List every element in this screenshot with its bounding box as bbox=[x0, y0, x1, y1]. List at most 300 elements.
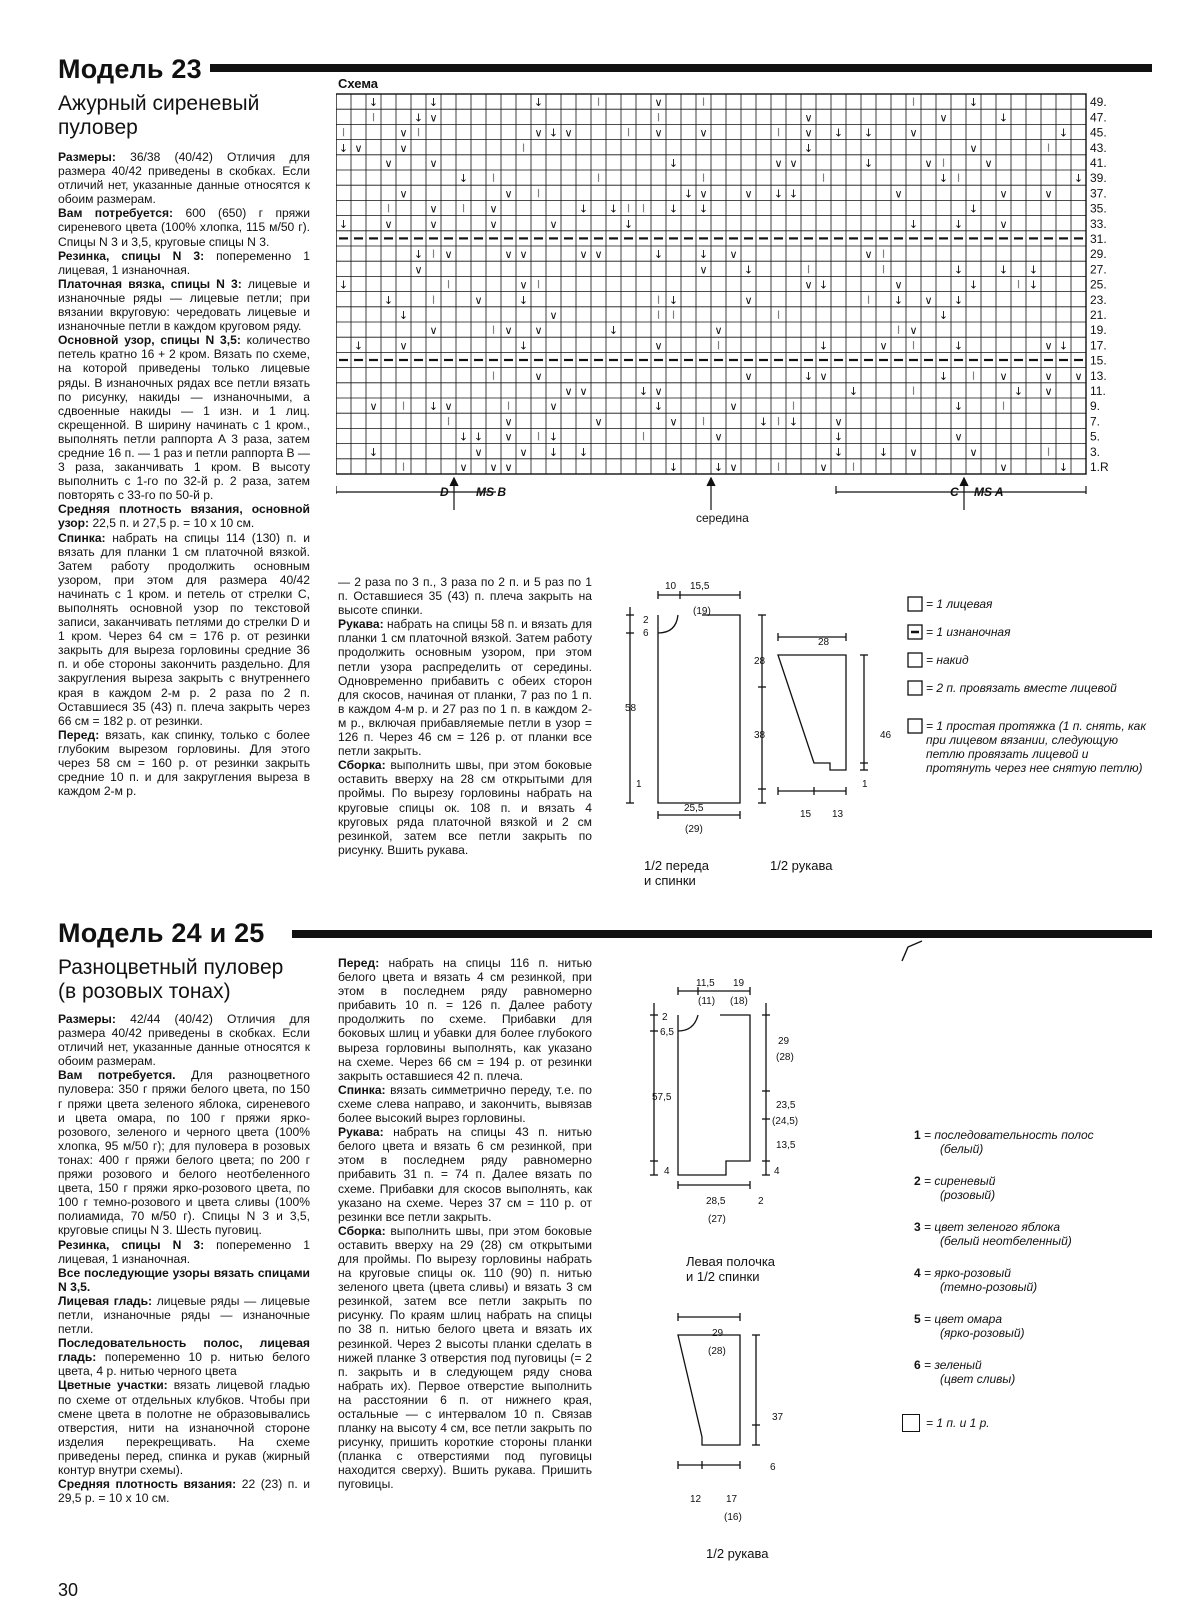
m23-col1-paragraph: Перед: вязать, как спинку, только с более глубоким вырезом горловины. Для этого через 58 см = 160 р. от резинки закрыть средние 10 п. и для закругления выреза в каждом 2-м р. bbox=[58, 727, 310, 799]
m23-col2-paragraph: Рукава: набрать на спицы 58 п. и вязать для планки 1 см платочной вязкой. Затем работу продолжить основным узором, при этом петли узора распределить от середины. Одновременно прибавить с обеих сторон для скосов, начиная от планки, 7 раз по 1 п. в каждом 4-м р. и 27 раз по 1 п. в каждом 2-м р., включая прибавляемые петли в узор = 126 п. Через 46 см = 126 р. от планки все петли закрыть. bbox=[338, 617, 592, 759]
chart-row-label: 21. bbox=[1090, 308, 1107, 322]
m23-sleeve-w15: 15 bbox=[800, 809, 812, 820]
chart-stitch-symbol: ↓ bbox=[548, 430, 559, 444]
chart-stitch-symbol: ↓ bbox=[578, 445, 589, 459]
chart-row-label: 45. bbox=[1090, 125, 1107, 140]
m24-col1-paragraph: Резинка, спицы N 3: попеременно 1 лицевая, 1 изнаночная. bbox=[58, 1237, 310, 1266]
chart-stitch-symbol: ↓ bbox=[428, 96, 439, 110]
color-alt-name: (ярко-розовый) bbox=[940, 1326, 1025, 1340]
chart-stitch-symbol: ↓ bbox=[338, 217, 349, 231]
m24-front-h4a: 4 bbox=[664, 1166, 670, 1177]
chart-arrow-c-label: C bbox=[950, 485, 959, 499]
chart-stitch-symbol: ⦚ bbox=[867, 293, 870, 307]
chart-stitch-symbol: ⦚ bbox=[432, 293, 435, 307]
model24-subtitle-line1: Разноцветный пуловер bbox=[58, 956, 284, 979]
chart-stitch-symbol: ∨ bbox=[579, 385, 588, 398]
m23-sleeve-caption: 1/2 рукава bbox=[770, 858, 833, 873]
chart-stitch-symbol: ∨ bbox=[1044, 385, 1053, 398]
chart-stitch-symbol: ⦚ bbox=[882, 248, 885, 262]
chart-stitch-symbol: ∨ bbox=[1074, 369, 1083, 383]
chart-row-label: 1.R bbox=[1090, 460, 1109, 474]
m24-col1-paragraph: Последовательность полос, лицевая гладь: попеременно 10 р. нитью белого цвета, 4 р. нитью черного цвета bbox=[58, 1336, 310, 1379]
m23-front-caption bbox=[644, 858, 709, 888]
chart-stitch-symbol: ⦚ bbox=[342, 126, 345, 140]
m24-col1-paragraph: Лицевая гладь: лицевые ряды — лицевые петли, изнаночные ряды — изнаночные петли. bbox=[58, 1293, 310, 1337]
m24-col2-paragraph: Сборка: выполнить швы, при этом боковые оставить вверху на 29 (28) см открытыми для проймы. По вырезу горловины набрать на круговые спицы ок. 110 (90) п. нитью зеленого цвета (цвета сливы) и вязать 3 см резинкой, затем все петли закрыть по рисунку. По краям шлиц набрать на спицы по 38 п. нитью белого цвета и вязать их резинкой. Через 2 высоты планки сделать в нижей планке 3 отверстия под пуговицы (= 2 п. закрыть и в следующем ряду снова набрать их). Первое отверстие выполнить на расстоянии 6 п. от нижнего края, остальные — с интервалом 10 п. Связав планку на высоту 4 см, все петли закрыть по рисунку, пришить короткие стороны планки (планка с отверстиями под пуговицы находится сверху). Вшить рукава. Пришить пуговицы. bbox=[338, 1223, 592, 1492]
m23-col2-heading: Рукава: bbox=[338, 617, 384, 632]
m24-col1-paragraph: Вам потребуется. Для разноцветного пуловера: 350 г пряжи белого цвета, по 150 г пряжи цвета зеленого яблока, сиреневого и цвета омара, по 100 г пряжи ярко-розового, зеленого и черного цвета (100% хлопка, 95 м/50 г); для пуловера в розовых тонах: 400 г пряжи белого цвета; по 200 г пряжи розового и белого неотбеленного цвета, 150 г пряжи ярко-розового цвета, по 100 г темно-розового и цвета сливы (100% полиамида, 70 м/50 г). Спицы N 3 и 3,5, круговые спицы N 3. Шесть пуговиц. bbox=[58, 1068, 310, 1238]
color-alt-name: (белый неотбеленный) bbox=[940, 1234, 1072, 1248]
chart-stitch-symbol: ⦚ bbox=[447, 415, 450, 429]
m24-front-h29: 29 bbox=[778, 1036, 790, 1047]
chart-stitch-symbol: ↓ bbox=[548, 126, 559, 140]
chart-middle-label: середина bbox=[696, 511, 749, 525]
m24-sleeve-caption: 1/2 рукава bbox=[706, 1546, 769, 1561]
color-name: = последовательность полос bbox=[924, 1128, 1094, 1142]
chart-stitch-symbol: ⦚ bbox=[972, 369, 975, 383]
m24-front-h2: 2 bbox=[662, 1012, 668, 1023]
chart-stitch-symbol: ∨ bbox=[924, 293, 933, 307]
chart-stitch-symbol: ⦚ bbox=[897, 324, 900, 338]
chart-row-label: 27. bbox=[1090, 262, 1107, 277]
chart-stitch-symbol: ∨ bbox=[474, 445, 483, 459]
m23-front-h2: 2 bbox=[643, 615, 649, 626]
m23-front-h58: 58 bbox=[625, 703, 637, 714]
chart-stitch-symbol: ⦚ bbox=[702, 415, 705, 429]
color-number: 3 bbox=[914, 1220, 925, 1234]
chart-stitch-symbol: ⦚ bbox=[717, 339, 720, 353]
m24-col2-paragraph: Рукава: набрать на спицы 43 п. нитью белого цвета и вязать 6 см резинкой, при этом в последнем ряду равномерно прибавить 31 п. = 74 п. Далее вязать по схеме. Прибавки для скосов выполнять, как указано на схеме. Через 37 см = 110 р. от резинки все петли закрыть. bbox=[338, 1125, 592, 1224]
model24-text-col1 bbox=[58, 1012, 310, 1505]
chart-stitch-symbol: ⦚ bbox=[912, 339, 915, 353]
chart-stitch-symbol: ↓ bbox=[848, 385, 859, 398]
model24-schematics bbox=[648, 975, 848, 1485]
m24-col2-paragraph: Спинка: вязать симметрично переду, т.е. по схеме слева направо, и закончить, вывязав более высокий вырез горловины. bbox=[338, 1082, 592, 1126]
m24-front-caption-l1: Левая полочка bbox=[686, 1254, 776, 1269]
m23-front-caption-l2: и спинки bbox=[644, 873, 696, 888]
m23-front-w10: 10 bbox=[665, 581, 677, 592]
m23-sleeve-w13: 13 bbox=[832, 809, 844, 820]
chart-stitch-symbol: ∨ bbox=[714, 324, 723, 338]
m23-front-h38: 38 bbox=[754, 730, 766, 741]
chart-stitch-symbol: ↓ bbox=[998, 111, 1009, 125]
chart-stitch-symbol: ↓ bbox=[953, 263, 964, 277]
chart-stitch-symbol: ↓ bbox=[938, 309, 949, 322]
chart-row-label: 29. bbox=[1090, 247, 1107, 262]
chart-stitch-symbol: ∨ bbox=[654, 385, 663, 398]
m24-col1-paragraph: Размеры: 42/44 (40/42) Отличия для размера 40/42 приведены в скобках. Если отличий нет, указанные данные относятся к обоим размерам. bbox=[58, 1012, 310, 1069]
m24-col1-heading: Размеры: bbox=[58, 1012, 116, 1026]
chart-stitch-symbol: ∨ bbox=[399, 126, 408, 140]
m24-front-w19: 19 bbox=[733, 978, 745, 989]
chart-row-label: 13. bbox=[1090, 368, 1107, 383]
chart-stitch-symbol: ↓ bbox=[368, 445, 379, 459]
chart-stitch-symbol: ↓ bbox=[428, 400, 439, 414]
chart-stitch-symbol: ↓ bbox=[953, 400, 964, 414]
color-legend-item bbox=[914, 1174, 995, 1202]
chart-row-label: 7. bbox=[1090, 414, 1101, 429]
chart-stitch-symbol: ∨ bbox=[354, 141, 363, 155]
color-name: = ярко-розовый bbox=[924, 1266, 1011, 1280]
chart-stitch-symbol: ⦚ bbox=[957, 172, 960, 186]
legend-item: = 1 изнаночная bbox=[926, 625, 1011, 639]
m23-front-h28: 28 bbox=[754, 656, 766, 667]
chart-stitch-symbol: ↓ bbox=[953, 293, 964, 307]
color-number: 1 bbox=[914, 1128, 925, 1142]
chart-stitch-symbol: ↓ bbox=[713, 461, 724, 474]
chart-stitch-symbol: ↓ bbox=[968, 278, 979, 292]
chart-stitch-symbol: ∨ bbox=[744, 293, 753, 307]
chart-stitch-symbol: ∨ bbox=[864, 248, 873, 262]
chart-stitch-symbol: ∨ bbox=[669, 415, 678, 429]
chart-stitch-symbol: ∨ bbox=[819, 461, 828, 474]
chart-row-label: 17. bbox=[1090, 338, 1107, 353]
chart-stitch-symbol: ∨ bbox=[429, 324, 438, 338]
m23-col2-paragraph: — 2 раза по 3 п., 3 раза по 2 п. и 5 раз по 1 п. Оставшиеся 35 (43) п. плеча закрыть на высоте спинки. bbox=[338, 575, 592, 618]
chart-stitch-symbol: ↓ bbox=[743, 263, 754, 277]
chart-stitch-symbol: ↓ bbox=[788, 415, 799, 429]
m23-col1-paragraph: Вам потребуется: 600 (650) г пряжи сиреневого цвета (100% хлопка, 115 м/50 г). Спицы N 3 и 3,5, круговые спицы N 3. bbox=[58, 206, 311, 249]
chart-stitch-symbol: ↓ bbox=[518, 293, 529, 307]
chart-row-label: 35. bbox=[1090, 201, 1107, 216]
chart-stitch-symbol: ↓ bbox=[383, 293, 394, 307]
chart-row-label: 39. bbox=[1090, 171, 1107, 186]
chart-stitch-symbol: ⦚ bbox=[1047, 141, 1050, 155]
model23-text-col2 bbox=[338, 575, 592, 857]
color-number: 4 bbox=[914, 1266, 925, 1280]
chart-stitch-symbol: ⦚ bbox=[507, 400, 510, 414]
m23-front-h1: 1 bbox=[636, 779, 642, 790]
chart-stitch-symbol: ⦚ bbox=[777, 415, 780, 429]
chart-row-label: 41. bbox=[1090, 156, 1107, 170]
chart-stitch-symbol: ⦚ bbox=[1002, 400, 1005, 414]
chart-row-label: 43. bbox=[1090, 140, 1107, 155]
m24-sleeve-w17: 17 bbox=[726, 1494, 738, 1505]
chart-stitch-symbol: ∨ bbox=[894, 187, 903, 201]
neck-curve bbox=[658, 615, 678, 633]
chart-stitch-symbol: ⦚ bbox=[597, 172, 600, 186]
chart-stitch-symbol: ↓ bbox=[413, 111, 424, 125]
m24-col1-heading: Вам потребуется. bbox=[58, 1068, 176, 1083]
m23-front-w29: (29) bbox=[685, 824, 703, 835]
chart-ms-b-label: MS B bbox=[476, 485, 506, 499]
chart-stitch-symbol: ∨ bbox=[909, 126, 918, 140]
chart-stitch-symbol: ⦚ bbox=[942, 157, 945, 170]
chart-stitch-symbol: ∨ bbox=[384, 217, 393, 231]
chart-stitch-symbol: ∨ bbox=[729, 248, 738, 262]
chart-stitch-symbol: ∨ bbox=[384, 157, 393, 170]
chart-stitch-symbol: ⦚ bbox=[372, 111, 375, 125]
m24-col2-paragraph: Перед: набрать на спицы 116 п. нитью белого цвета и вязать 4 см резинкой, при этом в последнем ряду равномерно прибавить 10 п. = 126 п. Далее работу продолжить по схеме. Прибавки для боковых шлиц и убавки для более глубокого выреза горловины выполнять, как указано на схеме. Через 66 см = 194 р. от резинки закрыть оставшиеся 42 п. плеча. bbox=[338, 956, 592, 1083]
m24-front-h235: 23,5 bbox=[776, 1100, 796, 1111]
model24-subtitle-line2: (в розовых тонах) bbox=[58, 980, 231, 1003]
chart-stitch-symbol: ∨ bbox=[429, 111, 438, 125]
m24-col2-heading: Перед: bbox=[338, 956, 380, 970]
chart-stitch-symbol: ↓ bbox=[398, 309, 409, 322]
chart-stitch-symbol: ∨ bbox=[654, 126, 663, 140]
chart-stitch-symbol: ↓ bbox=[668, 293, 679, 307]
chart-stitch-symbol: ↓ bbox=[578, 202, 589, 216]
knitting-chart bbox=[336, 92, 1184, 532]
color-name: = цвет зеленого яблока bbox=[924, 1220, 1060, 1234]
model24-subtitle bbox=[58, 956, 283, 1004]
chart-stitch-symbol: ∨ bbox=[804, 126, 813, 140]
chart-row-label: 33. bbox=[1090, 216, 1107, 231]
sleeve-outline bbox=[778, 655, 846, 770]
chart-stitch-symbol: ∨ bbox=[399, 187, 408, 201]
m23-col1-heading: Средняя плотность вязания, основной узор: bbox=[58, 502, 310, 531]
chart-stitch-symbol: ↓ bbox=[548, 445, 559, 459]
m24-front-h575: 57,5 bbox=[652, 1092, 672, 1103]
chart-stitch-symbol: ∨ bbox=[534, 324, 543, 338]
color-number: 5 bbox=[914, 1312, 925, 1326]
chart-stitch-symbol: ↓ bbox=[683, 187, 694, 201]
chart-stitch-symbol: ↓ bbox=[698, 202, 709, 216]
chart-stitch-symbol: ∨ bbox=[969, 445, 978, 459]
chart-stitch-symbol: ∨ bbox=[729, 461, 738, 474]
chart-stitch-symbol: ∨ bbox=[819, 369, 828, 383]
chart-stitch-symbol: ∨ bbox=[444, 400, 453, 414]
m23-col1-paragraph: Средняя плотность вязания, основной узор: 22,5 п. и 27,5 р. = 10 х 10 см. bbox=[58, 502, 310, 531]
chart-stitch-symbol: ⦚ bbox=[777, 461, 780, 474]
m23-col1-paragraph: Спинка: набрать на спицы 114 (130) п. и вязать для планки 1 см платочной вязкой. Затем работу продолжить основным узором, при этом для размера 40/42 начинать с 1 кром. и петель от стрелки С, выполнять основной узор по текстовой записи, заканчивать петлями до стрелки D и 1 кром. Через 64 см = 176 р. от резинки закрыть для выреза горловины средние 36 п. и обе стороны закончить раздельно. Для закругления выреза закрыть с внутреннего края в каждом 2-м р. 2 раза по 2 п. Оставшиеся 35 (43) п. плеча закрыть через 66 см = 182 р. от резинки. bbox=[58, 530, 310, 728]
chart-row-label: 25. bbox=[1090, 277, 1107, 292]
chart-stitch-symbol: ↓ bbox=[953, 339, 964, 353]
chart-stitch-symbol: ∨ bbox=[1044, 187, 1053, 201]
m24-sleeve-w16: (16) bbox=[724, 1512, 742, 1523]
model23-text-col1 bbox=[58, 150, 310, 798]
chart-stitch-symbol: ↓ bbox=[1073, 172, 1084, 186]
chart-row-label: 31. bbox=[1090, 232, 1107, 246]
color-legend-item bbox=[914, 1266, 1037, 1294]
chart-stitch-symbol: ⦚ bbox=[657, 293, 660, 307]
m24-front-w11: (11) bbox=[698, 996, 716, 1007]
chart-stitch-symbol: ↓ bbox=[818, 278, 829, 292]
chart-stitch-symbol: ⦚ bbox=[1017, 278, 1020, 292]
chart-stitch-symbol: ⦚ bbox=[852, 461, 855, 474]
m23-col1-paragraph: Резинка, спицы N 3: попеременно 1 лицевая, 1 изнаночная. bbox=[58, 248, 310, 277]
chart-stitch-symbol: ∨ bbox=[504, 461, 513, 474]
chart-arrow-d-label: D bbox=[440, 485, 449, 499]
model23-subtitle-line1: Ажурный сиреневый bbox=[58, 92, 260, 115]
chart-stitch-symbol: ⦚ bbox=[657, 111, 660, 125]
chart-stitch-symbol: ∨ bbox=[504, 324, 513, 338]
chart-stitch-symbol: ⦚ bbox=[642, 430, 645, 444]
chart-stitch-symbol: ∨ bbox=[699, 187, 708, 201]
m24-sleeve-h37: 37 bbox=[772, 1412, 784, 1423]
chart-stitch-symbol: ∨ bbox=[954, 430, 963, 444]
cell-square-icon bbox=[902, 1414, 920, 1432]
model24-cell-legend bbox=[902, 1414, 990, 1432]
m24-front-h28: (28) bbox=[776, 1052, 794, 1063]
chart-stitch-symbol: ∨ bbox=[594, 415, 603, 429]
chart-stitch-symbol: ∨ bbox=[909, 445, 918, 459]
m23-front-w19: (19) bbox=[693, 606, 711, 617]
legend-item: = 2 п. провязать вместе лицевой bbox=[926, 681, 1117, 695]
chart-stitch-symbol: ∨ bbox=[729, 400, 738, 414]
chart-stitch-symbol: ↓ bbox=[803, 369, 814, 383]
chart-row-label: 11. bbox=[1090, 384, 1106, 398]
m24-col1-heading: Все последующие узоры вязать спицами N 3,5. bbox=[58, 1265, 310, 1294]
chart-row-label: 47. bbox=[1090, 110, 1107, 125]
chart-stitch-symbol: ∨ bbox=[534, 369, 543, 383]
chart-stitch-symbol: ↓ bbox=[338, 278, 349, 292]
chart-stitch-symbol: ↓ bbox=[938, 369, 949, 383]
cell-legend-text: = 1 п. и 1 р. bbox=[926, 1416, 990, 1430]
m23-sleeve-h1: 1 bbox=[862, 779, 868, 790]
chart-stitch-symbol: ∨ bbox=[744, 187, 753, 201]
m23-front-h6: 6 bbox=[643, 628, 649, 639]
chart-stitch-symbol: ∨ bbox=[489, 461, 498, 474]
m23-front-w155: 15,5 bbox=[690, 581, 710, 592]
m23-col1-heading: Перед: bbox=[58, 727, 100, 742]
model23-rule bbox=[210, 64, 1152, 72]
chart-stitch-symbol: ↓ bbox=[833, 126, 844, 140]
chart-stitch-symbol: ↓ bbox=[533, 96, 544, 110]
m24-front-h245: (24,5) bbox=[772, 1116, 799, 1127]
chart-stitch-symbol: ∨ bbox=[999, 369, 1008, 383]
chart-stitch-symbol: ∨ bbox=[714, 430, 723, 444]
chart-title: Схема bbox=[338, 76, 379, 91]
chart-stitch-symbol: ∨ bbox=[429, 157, 438, 170]
chart-stitch-symbol: ∨ bbox=[774, 157, 783, 170]
chart-stitch-symbol: ∨ bbox=[984, 157, 993, 170]
chart-stitch-symbol: ⦚ bbox=[822, 172, 825, 186]
chart-stitch-symbol: ∨ bbox=[414, 263, 423, 277]
chart-stitch-symbol: ∨ bbox=[879, 339, 888, 353]
chart-stitch-symbol: ∨ bbox=[399, 141, 408, 155]
color-number: 2 bbox=[914, 1174, 925, 1188]
chart-stitch-symbol: ⦚ bbox=[432, 248, 435, 262]
chart-stitch-symbol: ↓ bbox=[803, 141, 814, 155]
chart-stitch-symbol: ∨ bbox=[369, 400, 378, 414]
chart-stitch-symbol: ⦚ bbox=[402, 461, 405, 474]
chart-stitch-symbol: ∨ bbox=[744, 369, 753, 383]
color-legend-item bbox=[914, 1358, 1015, 1386]
m24-col1-paragraph: Средняя плотность вязания: 22 (23) п. и 29,5 р. = 10 х 10 см. bbox=[58, 1477, 310, 1506]
chart-stitch-symbol: ⦚ bbox=[657, 309, 660, 322]
chart-row-label: 3. bbox=[1090, 444, 1101, 459]
chart-stitch-symbol: ↓ bbox=[368, 96, 379, 110]
m24-sleeve-h6: 6 bbox=[770, 1462, 776, 1473]
model23-subtitle-line2: пуловер bbox=[58, 116, 138, 139]
chart-stitch-symbol: ∨ bbox=[699, 126, 708, 140]
chart-stitch-symbol: ∨ bbox=[894, 278, 903, 292]
chart-stitch-symbol: ⦚ bbox=[417, 126, 420, 140]
m24-front-w18: (18) bbox=[730, 996, 748, 1007]
m24-col1-paragraph bbox=[58, 1266, 310, 1294]
m23-col1-heading: Основной узор, спицы N 3,5: bbox=[58, 333, 241, 348]
m23-col1-heading: Размеры: bbox=[58, 150, 116, 164]
m24-front-h65: 6,5 bbox=[660, 1027, 674, 1038]
chart-stitch-symbol: ⦚ bbox=[792, 400, 795, 414]
color-alt-name: (белый) bbox=[940, 1142, 984, 1156]
chart-stitch-symbol: ⦚ bbox=[702, 96, 705, 110]
chart-stitch-symbol: ↓ bbox=[473, 430, 484, 444]
chart-stitch-symbol: ⦚ bbox=[402, 400, 405, 414]
m23-col1-paragraph: Платочная вязка, спицы N 3: лицевые и изнаночные ряды — лицевые петли; при вязании вкруговую: чередовать лицевые и изнаночные петли в каждом круговом ряду. bbox=[58, 276, 310, 334]
chart-stitch-symbol: ↓ bbox=[863, 126, 874, 140]
chart-stitch-symbol: ↓ bbox=[608, 202, 619, 216]
model24-rule bbox=[292, 930, 1152, 938]
m24-col2-heading: Рукава: bbox=[338, 1125, 384, 1140]
chart-stitch-symbol: ↓ bbox=[608, 324, 619, 338]
m24-front-caption-l2: и 1/2 спинки bbox=[686, 1269, 760, 1284]
m24-col1-heading: Лицевая гладь: bbox=[58, 1293, 153, 1308]
chart-stitch-symbol: ↓ bbox=[833, 430, 844, 444]
chart-stitch-symbol: ∨ bbox=[519, 248, 528, 262]
chart-stitch-symbol: ∨ bbox=[474, 293, 483, 307]
color-legend-item bbox=[914, 1312, 1025, 1340]
chart-stitch-symbol: ↓ bbox=[968, 96, 979, 110]
chart-stitch-symbol: ∨ bbox=[504, 248, 513, 262]
chart-stitch-symbol: ∨ bbox=[999, 461, 1008, 474]
chart-stitch-symbol: ∨ bbox=[549, 400, 558, 414]
m23-col1-heading: Платочная вязка, спицы N 3: bbox=[58, 276, 242, 291]
chart-stitch-symbol: ↓ bbox=[833, 445, 844, 459]
chart-stitch-symbol: ↓ bbox=[638, 385, 649, 398]
m23-col1-paragraph: Основной узор, спицы N 3,5: количество петель кратно 16 + 2 кром. Вязать по схеме, на которой приведены только лицевые ряды. В изнаночных рядах все петли вязать по рисунку, накиды — изнаночными, а сдвоенные накиды — 1 изн. и 1 лиц. скрещенной. В ширину начинать с 1 кром., выполнять петли раппорта А 3 раза, затем средние 16 п. — 1 раз и петли раппорта В — 3 раза, заканчивать 1 кром. В высоту выполнить с 1-го по 32-й р. 2 раза, затем повторять с 33-го по 50-й р. bbox=[58, 333, 310, 503]
m24-col2-heading: Спинка: bbox=[338, 1082, 386, 1097]
m24-front-h135: 13,5 bbox=[776, 1140, 796, 1151]
chart-stitch-symbol: ↓ bbox=[518, 339, 529, 353]
chart-stitch-symbol: ↓ bbox=[998, 263, 1009, 277]
chart-stitch-symbol: ∨ bbox=[804, 278, 813, 292]
chart-stitch-symbol: ↓ bbox=[893, 293, 904, 307]
chart-stitch-symbol: ↓ bbox=[878, 445, 889, 459]
chart-stitch-symbol: ⦚ bbox=[537, 278, 540, 292]
chart-stitch-symbol: ∨ bbox=[549, 217, 558, 231]
color-legend-item bbox=[914, 1128, 1094, 1156]
chart-stitch-symbol: ∨ bbox=[444, 248, 453, 262]
m24-front-h4b: 4 bbox=[774, 1166, 780, 1177]
m24-col2-heading: Сборка: bbox=[338, 1223, 386, 1238]
chart-stitch-symbol: ∨ bbox=[834, 415, 843, 429]
chart-stitch-symbol: ∨ bbox=[504, 415, 513, 429]
m24-sleeve-w28: (28) bbox=[708, 1346, 726, 1357]
m24-col1-heading: Последовательность полос, лицевая гладь: bbox=[58, 1336, 310, 1365]
m23-col1-heading: Резинка, спицы N 3: bbox=[58, 248, 205, 263]
chart-stitch-symbol: ↓ bbox=[1013, 385, 1024, 398]
chart-stitch-symbol: ⦚ bbox=[627, 126, 630, 140]
chart-stitch-symbol: ∨ bbox=[489, 202, 498, 216]
chart-stitch-symbol: ⦚ bbox=[537, 187, 540, 201]
m24-sleeve-w29: 29 bbox=[712, 1328, 724, 1339]
chart-stitch-symbol: ↓ bbox=[1058, 461, 1069, 474]
chart-stitch-symbol: ↓ bbox=[668, 461, 679, 474]
m23-col1-heading: Спинка: bbox=[58, 530, 106, 545]
chart-stitch-symbol: ∨ bbox=[969, 141, 978, 155]
chart-stitch-symbol: ⦚ bbox=[777, 126, 780, 140]
chart-stitch-symbol: ↓ bbox=[413, 248, 424, 262]
m24-col1-heading: Средняя плотность вязания: bbox=[58, 1477, 237, 1492]
m24-front-w27: (27) bbox=[708, 1214, 726, 1225]
chart-stitch-symbol: ⦚ bbox=[672, 309, 675, 322]
chart-stitch-symbol: ∨ bbox=[504, 187, 513, 201]
chart-stitch-symbol: ↓ bbox=[953, 217, 964, 231]
chart-stitch-symbol: ∨ bbox=[534, 126, 543, 140]
chart-stitch-symbol: ↓ bbox=[1058, 339, 1069, 353]
chart-stitch-symbol: ↓ bbox=[653, 248, 664, 262]
m24-col1-heading: Резинка, спицы N 3: bbox=[58, 1237, 205, 1252]
chart-stitch-symbol: ↓ bbox=[968, 202, 979, 216]
chart-ms-a-label: MS A bbox=[974, 485, 1004, 499]
chart-stitch-symbol: ↓ bbox=[653, 400, 664, 414]
chart-stitch-symbol: ↓ bbox=[1028, 278, 1039, 292]
color-legend-item bbox=[914, 1220, 1072, 1248]
chart-stitch-symbol: ↓ bbox=[1028, 263, 1039, 277]
color-name: = зеленый bbox=[924, 1358, 982, 1372]
